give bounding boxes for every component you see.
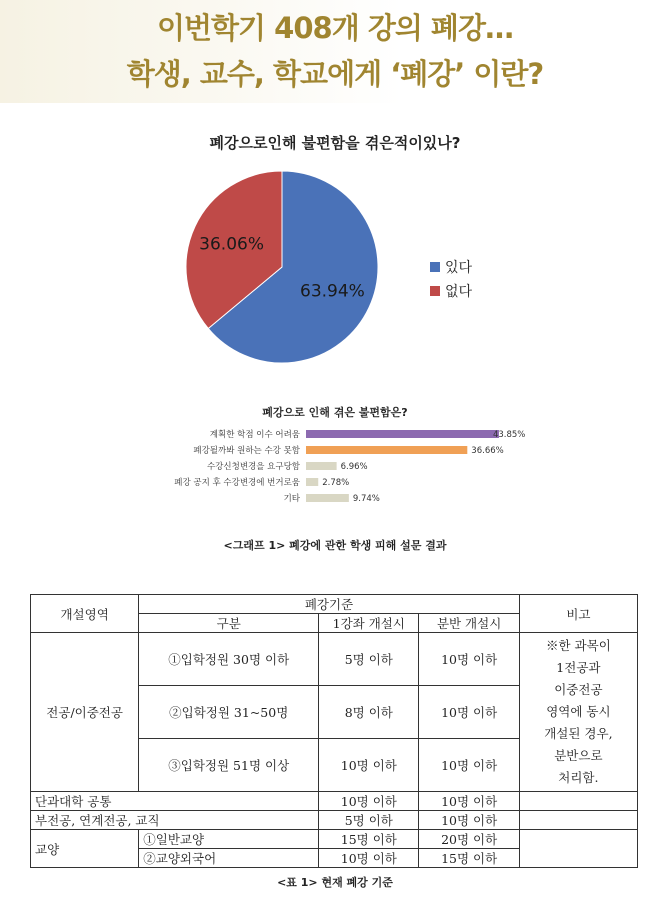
college-area-cell: 단과대학 공통 xyxy=(31,792,319,811)
row-category: ①입학정원 30명 이하 xyxy=(139,633,319,686)
row-split: 10명 이하 xyxy=(419,633,519,686)
headline-line-1: 이번학기 408개 강의 폐강… xyxy=(157,11,513,45)
row-split: 20명 이하 xyxy=(419,830,519,849)
bar-value-label: 36.66% xyxy=(471,446,504,456)
row-single: 10명 이하 xyxy=(319,739,419,792)
note-line: 분반으로 xyxy=(554,748,603,763)
note-line: 이중전공 xyxy=(554,682,603,697)
row-single: 10명 이하 xyxy=(319,849,419,868)
table-row xyxy=(31,633,638,686)
bar-category-label: 폐강 공지 후 수강변경에 번거로움 xyxy=(174,478,300,488)
bar-value-label: 43.85% xyxy=(492,430,526,440)
empty-note-cell xyxy=(519,830,637,868)
headline-line-2: 학생, 교수, 학교에게 ‘폐강’ 이란? xyxy=(126,57,544,91)
note-line: 영역에 동시 xyxy=(546,704,611,719)
legend-item-yes xyxy=(430,255,472,279)
row-split: 10명 이하 xyxy=(419,811,519,830)
legend-label-yes: 있다 xyxy=(445,260,473,276)
row-single: 5명 이하 xyxy=(319,633,419,686)
minor-area-cell: 부전공, 연계전공, 교직 xyxy=(31,811,319,830)
table-row xyxy=(31,792,638,811)
bar-chart xyxy=(120,424,570,514)
empty-note-cell xyxy=(519,792,637,811)
graph-caption: <그래프 1> 폐강에 관한 학생 피해 설문 결과 xyxy=(223,539,447,552)
liberal-area-cell: 교양 xyxy=(31,830,139,868)
bar xyxy=(306,478,318,486)
row-split: 15명 이하 xyxy=(419,849,519,868)
table-header-row xyxy=(31,595,638,614)
bar-category-label: 계획한 학점 이수 어려움 xyxy=(209,430,300,440)
legend-item-no xyxy=(430,279,472,303)
bar-category-label: 기타 xyxy=(283,494,300,504)
note-line: 1전공과 xyxy=(556,660,601,675)
bar-value-label: 2.78% xyxy=(322,478,350,488)
legend-label-no: 없다 xyxy=(445,284,473,300)
bar xyxy=(306,446,467,454)
table-caption: <표 1> 현재 폐강 기준 xyxy=(277,876,393,889)
table-row xyxy=(31,811,638,830)
closure-criteria-table xyxy=(30,594,638,868)
pie-legend xyxy=(430,255,472,303)
note-line: 처리함. xyxy=(558,770,599,785)
note-line: 개설된 경우, xyxy=(544,726,613,741)
pie-chart-title: 폐강으로인해 불편함을 겪은적이있나? xyxy=(209,134,461,152)
pie-data-label-no: 36.06% xyxy=(199,234,264,255)
legend-swatch-no xyxy=(430,286,440,296)
header-area: 개설영역 xyxy=(31,595,139,633)
bar-chart-title: 폐강으로 인해 겪은 불편함은? xyxy=(262,406,408,419)
bar xyxy=(306,430,499,438)
legend-swatch-yes xyxy=(430,262,440,272)
bar-value-label: 9.74% xyxy=(352,494,380,504)
bar-category-label: 폐강될까봐 원하는 수강 못함 xyxy=(193,446,300,456)
header-note: 비고 xyxy=(519,595,637,633)
row-split: 10명 이하 xyxy=(419,739,519,792)
bar-value-label: 6.96% xyxy=(340,462,368,472)
bar-category-label: 수강신청변경을 요구당함 xyxy=(206,462,300,472)
major-area-cell: 전공/이중전공 xyxy=(31,633,139,792)
row-single: 8명 이하 xyxy=(319,686,419,739)
row-split: 10명 이하 xyxy=(419,792,519,811)
row-single: 10명 이하 xyxy=(319,792,419,811)
row-category: ②교양외국어 xyxy=(139,849,319,868)
row-category: ②입학정원 31~50명 xyxy=(139,686,319,739)
subheader-single: 1강좌 개설시 xyxy=(319,614,419,633)
row-single: 15명 이하 xyxy=(319,830,419,849)
row-single: 5명 이하 xyxy=(319,811,419,830)
row-category: ③입학정원 51명 이상 xyxy=(139,739,319,792)
empty-note-cell xyxy=(519,811,637,830)
row-category: ①일반교양 xyxy=(139,830,319,849)
subheader-category: 구분 xyxy=(139,614,319,633)
header-criteria: 폐강기준 xyxy=(139,595,520,614)
table-row xyxy=(31,830,638,849)
note-line: ※한 과목이 xyxy=(546,638,611,653)
bar xyxy=(306,462,337,470)
pie-data-label-yes: 63.94% xyxy=(300,281,365,302)
row-split: 10명 이하 xyxy=(419,686,519,739)
article-header xyxy=(0,0,670,103)
subheader-split: 분반 개설시 xyxy=(419,614,519,633)
note-cell xyxy=(519,633,637,792)
bar xyxy=(306,494,349,502)
